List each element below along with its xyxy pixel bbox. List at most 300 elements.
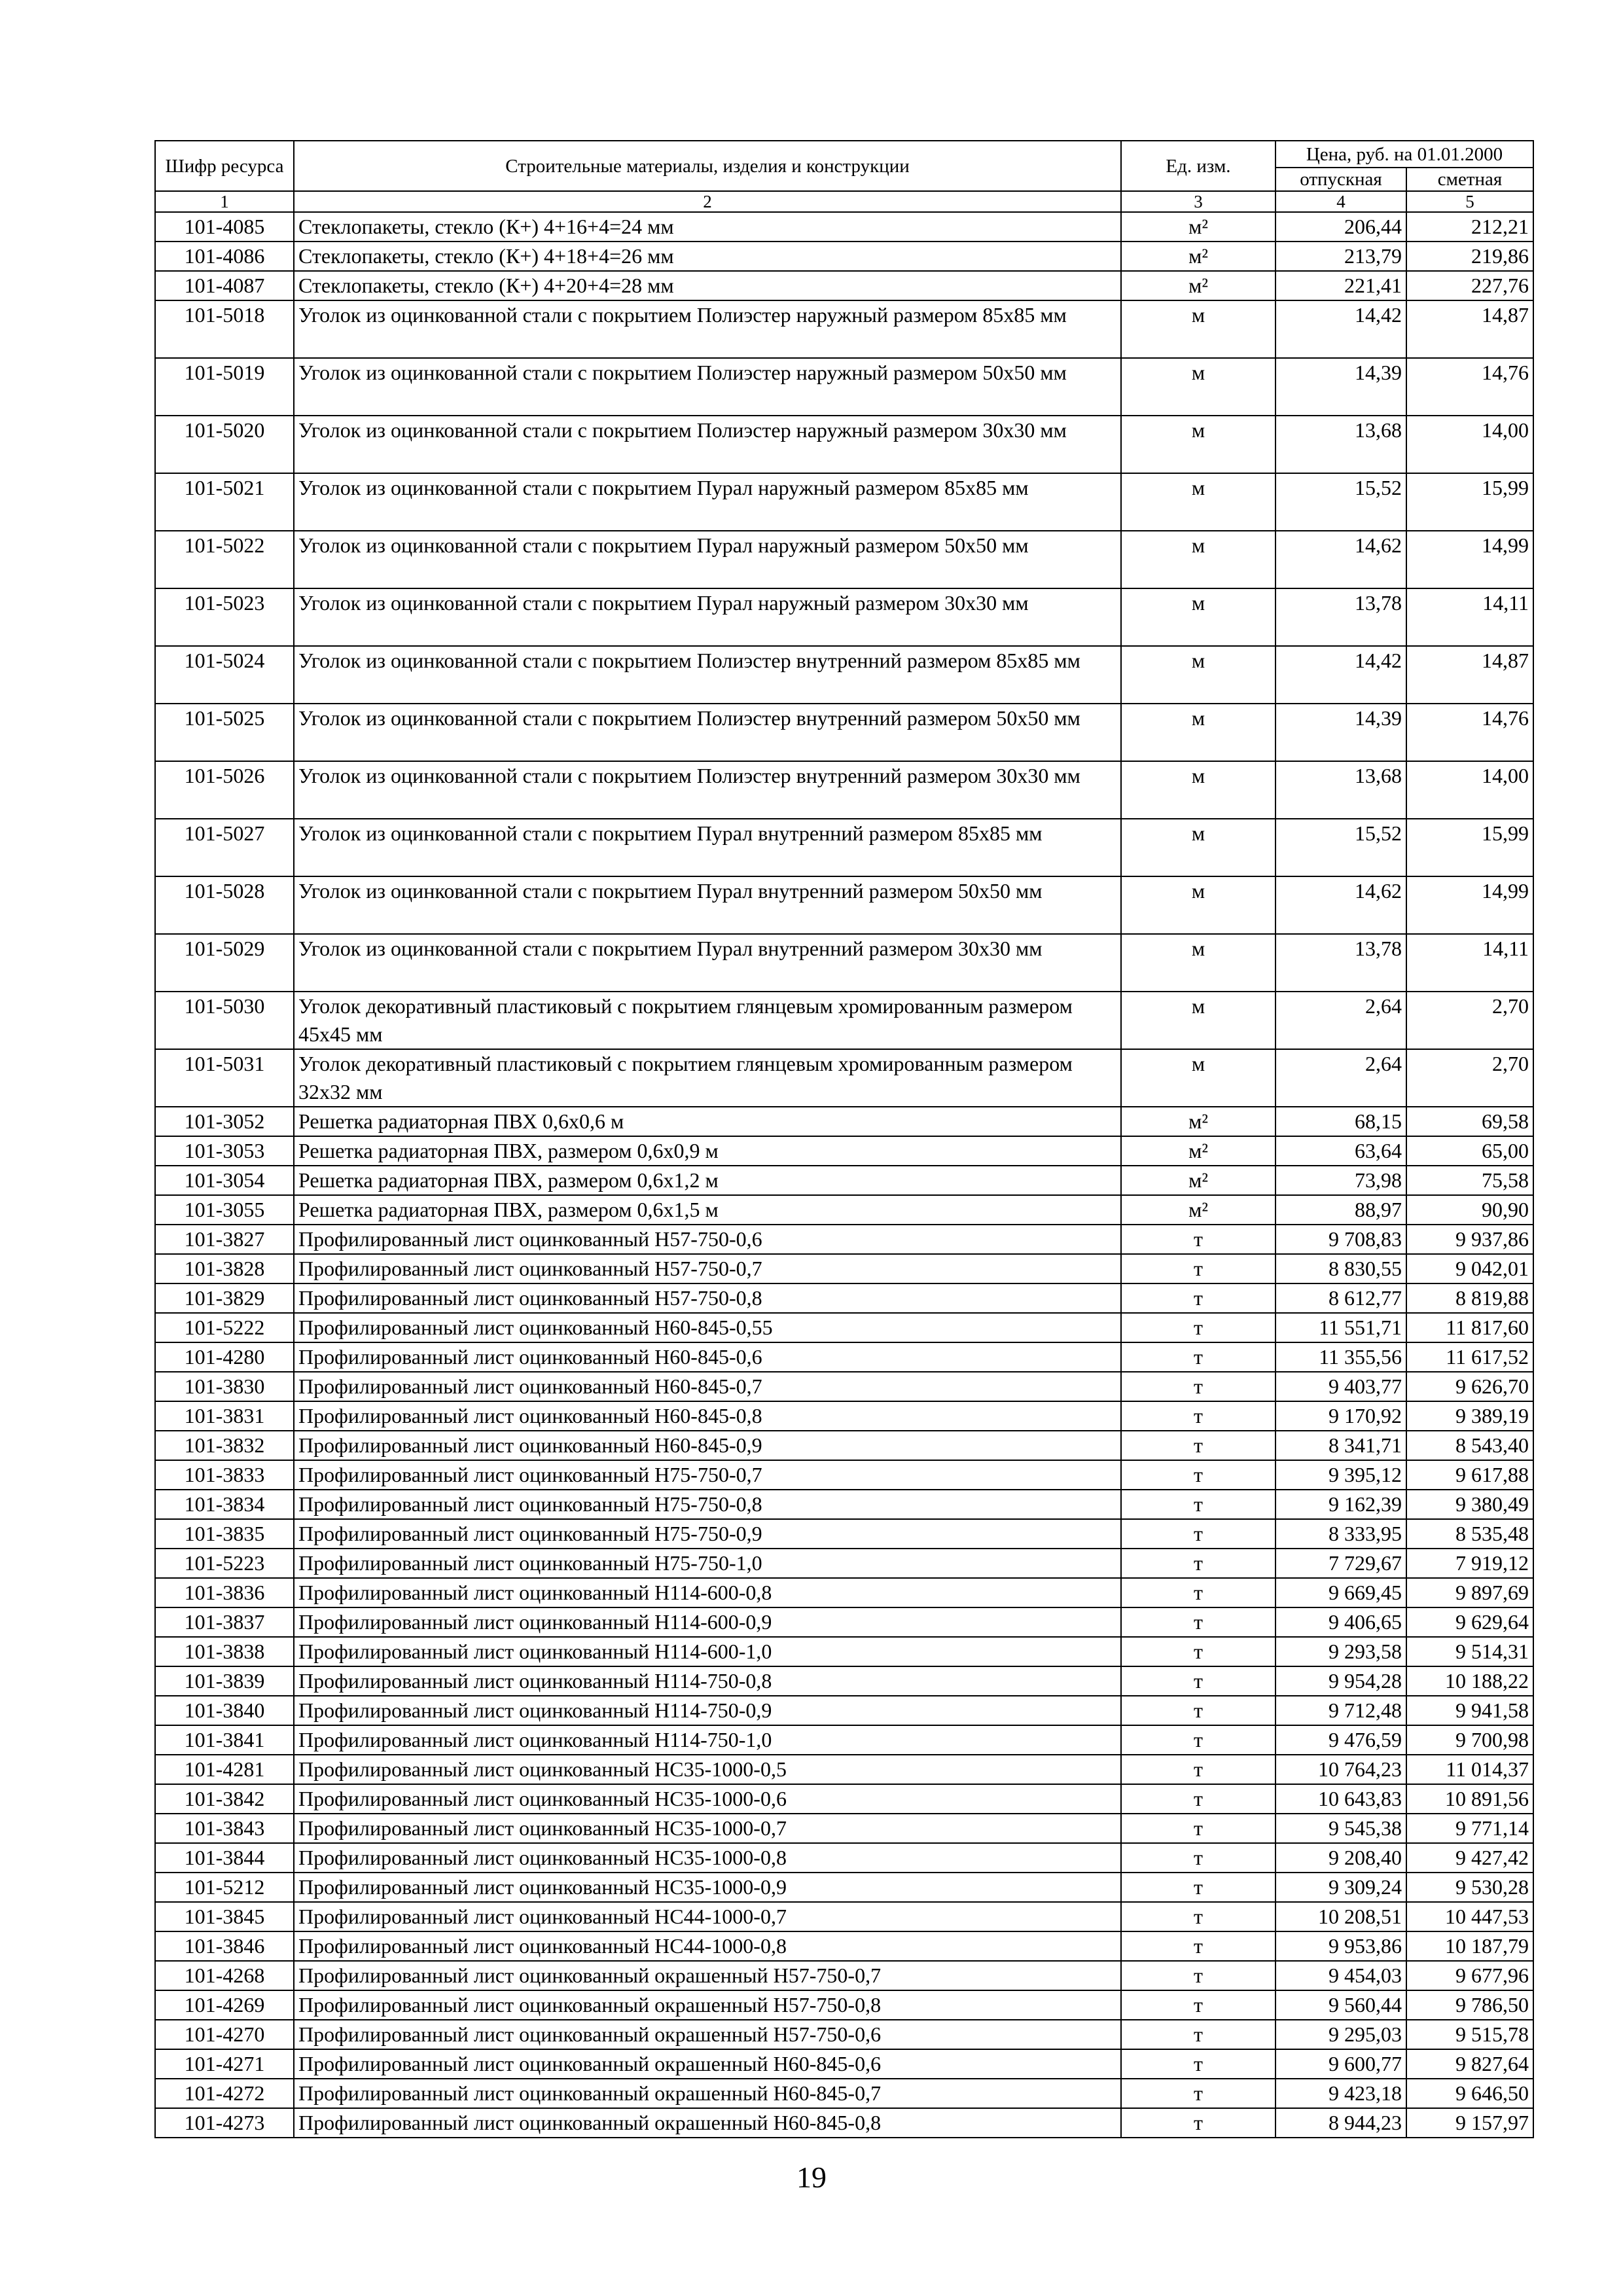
table-row	[155, 416, 1533, 473]
unit-cell: м	[1121, 1049, 1275, 1107]
table-row	[155, 1549, 1533, 1578]
release-price-cell: 14,39	[1275, 358, 1406, 416]
resource-code-cell: 101-5023	[155, 588, 294, 646]
estimate-price-cell: 10 187,79	[1406, 1931, 1533, 1961]
table-row	[155, 588, 1533, 646]
resource-code-cell: 101-3843	[155, 1814, 294, 1843]
unit-cell: т	[1121, 2020, 1275, 2049]
material-name-cell: Уголок из оцинкованной стали с покрытием Пурал внутренний размером 30х30 мм	[294, 934, 1121, 992]
resource-code-cell: 101-3055	[155, 1195, 294, 1225]
table-row	[155, 1490, 1533, 1519]
release-price-cell: 11 551,71	[1275, 1313, 1406, 1342]
table-row	[155, 300, 1533, 358]
table-row	[155, 1725, 1533, 1755]
material-name-cell: Уголок из оцинкованной стали с покрытием Пурал наружный размером 50х50 мм	[294, 531, 1121, 588]
material-name-cell: Профилированный лист оцинкованный Н60-845-0,6	[294, 1342, 1121, 1372]
release-price-cell: 14,62	[1275, 876, 1406, 934]
table-row	[155, 761, 1533, 819]
table-row	[155, 992, 1533, 1049]
resource-code-cell: 101-4281	[155, 1755, 294, 1784]
unit-cell: м	[1121, 819, 1275, 876]
resource-code-cell: 101-3840	[155, 1696, 294, 1725]
estimate-price-cell: 219,86	[1406, 242, 1533, 271]
table-header	[155, 141, 1533, 212]
resource-code-cell: 101-3841	[155, 1725, 294, 1755]
material-name-cell: Профилированный лист оцинкованный НС44-1000-0,7	[294, 1902, 1121, 1931]
material-name-cell: Стеклопакеты, стекло (К+) 4+18+4=26 мм	[294, 242, 1121, 271]
table-row	[155, 1283, 1533, 1313]
estimate-price-cell: 15,99	[1406, 473, 1533, 531]
estimate-price-cell: 90,90	[1406, 1195, 1533, 1225]
unit-cell: т	[1121, 1372, 1275, 1401]
table-row	[155, 1843, 1533, 1873]
release-price-cell: 9 454,03	[1275, 1961, 1406, 1990]
release-price-cell: 9 954,28	[1275, 1666, 1406, 1696]
unit-cell: т	[1121, 1725, 1275, 1755]
release-price-cell: 206,44	[1275, 212, 1406, 242]
unit-cell: т	[1121, 1902, 1275, 1931]
table-row	[155, 358, 1533, 416]
resource-code-cell: 101-5030	[155, 992, 294, 1049]
estimate-price-cell: 14,11	[1406, 934, 1533, 992]
table-row	[155, 1049, 1533, 1107]
estimate-price-cell: 9 530,28	[1406, 1873, 1533, 1902]
table-row	[155, 934, 1533, 992]
estimate-price-cell: 14,11	[1406, 588, 1533, 646]
release-price-cell: 11 355,56	[1275, 1342, 1406, 1372]
unit-cell: м²	[1121, 1107, 1275, 1136]
release-price-cell: 9 208,40	[1275, 1843, 1406, 1873]
resource-code-cell: 101-5024	[155, 646, 294, 704]
resource-code-cell: 101-3837	[155, 1607, 294, 1637]
table-row	[155, 1990, 1533, 2020]
resource-code-cell: 101-5020	[155, 416, 294, 473]
material-name-cell: Уголок из оцинкованной стали с покрытием Пурал наружный размером 85х85 мм	[294, 473, 1121, 531]
release-price-cell: 9 406,65	[1275, 1607, 1406, 1637]
resource-code-cell: 101-5019	[155, 358, 294, 416]
unit-cell: т	[1121, 1283, 1275, 1313]
unit-cell: т	[1121, 1931, 1275, 1961]
unit-cell: м	[1121, 531, 1275, 588]
resource-code-cell: 101-3053	[155, 1136, 294, 1166]
release-price-cell: 13,68	[1275, 761, 1406, 819]
header-release-price: отпускная	[1275, 168, 1406, 191]
header-code: Шифр ресурса	[155, 141, 294, 191]
column-number: 3	[1121, 191, 1275, 212]
material-name-cell: Решетка радиаторная ПВХ, размером 0,6х1,2 м	[294, 1166, 1121, 1195]
unit-cell: т	[1121, 1666, 1275, 1696]
estimate-price-cell: 212,21	[1406, 212, 1533, 242]
estimate-price-cell: 9 827,64	[1406, 2049, 1533, 2079]
release-price-cell: 14,42	[1275, 300, 1406, 358]
release-price-cell: 68,15	[1275, 1107, 1406, 1136]
unit-cell: т	[1121, 1843, 1275, 1873]
resource-code-cell: 101-4086	[155, 242, 294, 271]
estimate-price-cell: 9 515,78	[1406, 2020, 1533, 2049]
material-name-cell: Стеклопакеты, стекло (К+) 4+16+4=24 мм	[294, 212, 1121, 242]
release-price-cell: 221,41	[1275, 271, 1406, 300]
resource-code-cell: 101-3842	[155, 1784, 294, 1814]
material-name-cell: Решетка радиаторная ПВХ, размером 0,6х1,5 м	[294, 1195, 1121, 1225]
resource-code-cell: 101-5223	[155, 1549, 294, 1578]
release-price-cell: 8 612,77	[1275, 1283, 1406, 1313]
table-row	[155, 1814, 1533, 1843]
material-name-cell: Профилированный лист оцинкованный Н75-750-0,8	[294, 1490, 1121, 1519]
estimate-price-cell: 8 819,88	[1406, 1283, 1533, 1313]
estimate-price-cell: 7 919,12	[1406, 1549, 1533, 1578]
unit-cell: т	[1121, 2079, 1275, 2108]
material-name-cell: Уголок из оцинкованной стали с покрытием Полиэстер наружный размером 85х85 мм	[294, 300, 1121, 358]
estimate-price-cell: 14,76	[1406, 704, 1533, 761]
resource-code-cell: 101-3846	[155, 1931, 294, 1961]
release-price-cell: 8 341,71	[1275, 1431, 1406, 1460]
table-row	[155, 1755, 1533, 1784]
table-row	[155, 819, 1533, 876]
resource-code-cell: 101-3827	[155, 1225, 294, 1254]
material-name-cell: Уголок из оцинкованной стали с покрытием Пурал внутренний размером 85х85 мм	[294, 819, 1121, 876]
material-name-cell: Профилированный лист оцинкованный окрашенный Н57-750-0,7	[294, 1961, 1121, 1990]
table-row	[155, 2020, 1533, 2049]
unit-cell: м	[1121, 473, 1275, 531]
table-row	[155, 2049, 1533, 2079]
table-row	[155, 1254, 1533, 1283]
column-number: 5	[1406, 191, 1533, 212]
table-row	[155, 1578, 1533, 1607]
release-price-cell: 9 403,77	[1275, 1372, 1406, 1401]
release-price-cell: 63,64	[1275, 1136, 1406, 1166]
material-name-cell: Профилированный лист оцинкованный Н114-750-0,8	[294, 1666, 1121, 1696]
estimate-price-cell: 11 617,52	[1406, 1342, 1533, 1372]
release-price-cell: 9 712,48	[1275, 1696, 1406, 1725]
material-name-cell: Профилированный лист оцинкованный Н114-750-0,9	[294, 1696, 1121, 1725]
material-name-cell: Уголок из оцинкованной стали с покрытием Полиэстер внутренний размером 30х30 мм	[294, 761, 1121, 819]
estimate-price-cell: 2,70	[1406, 992, 1533, 1049]
estimate-price-cell: 15,99	[1406, 819, 1533, 876]
resource-code-cell: 101-4272	[155, 2079, 294, 2108]
unit-cell: т	[1121, 1313, 1275, 1342]
release-price-cell: 13,78	[1275, 934, 1406, 992]
column-number: 2	[294, 191, 1121, 212]
material-name-cell: Профилированный лист оцинкованный НС35-1000-0,6	[294, 1784, 1121, 1814]
release-price-cell: 9 309,24	[1275, 1873, 1406, 1902]
release-price-cell: 14,39	[1275, 704, 1406, 761]
table-row	[155, 1372, 1533, 1401]
resource-code-cell: 101-4280	[155, 1342, 294, 1372]
material-name-cell: Профилированный лист оцинкованный окрашенный Н60-845-0,6	[294, 2049, 1121, 2079]
estimate-price-cell: 14,87	[1406, 646, 1533, 704]
table-row	[155, 1931, 1533, 1961]
resource-code-cell: 101-4270	[155, 2020, 294, 2049]
release-price-cell: 10 764,23	[1275, 1755, 1406, 1784]
table-row	[155, 473, 1533, 531]
unit-cell: м	[1121, 761, 1275, 819]
estimate-price-cell: 9 786,50	[1406, 1990, 1533, 2020]
release-price-cell: 9 953,86	[1275, 1931, 1406, 1961]
resource-code-cell: 101-4271	[155, 2049, 294, 2079]
resource-code-cell: 101-4085	[155, 212, 294, 242]
estimate-price-cell: 9 626,70	[1406, 1372, 1533, 1401]
unit-cell: м	[1121, 704, 1275, 761]
resource-code-cell: 101-3829	[155, 1283, 294, 1313]
release-price-cell: 88,97	[1275, 1195, 1406, 1225]
material-name-cell: Профилированный лист оцинкованный окрашенный Н60-845-0,7	[294, 2079, 1121, 2108]
header-unit: Ед. изм.	[1121, 141, 1275, 191]
page-number: 19	[796, 2161, 827, 2194]
resource-code-cell: 101-5022	[155, 531, 294, 588]
unit-cell: м²	[1121, 212, 1275, 242]
material-name-cell: Уголок из оцинкованной стали с покрытием Пурал наружный размером 30х30 мм	[294, 588, 1121, 646]
material-name-cell: Стеклопакеты, стекло (К+) 4+20+4=28 мм	[294, 271, 1121, 300]
table-row	[155, 704, 1533, 761]
unit-cell: м	[1121, 876, 1275, 934]
estimate-price-cell: 9 937,86	[1406, 1225, 1533, 1254]
estimate-price-cell: 10 891,56	[1406, 1784, 1533, 1814]
table-row	[155, 876, 1533, 934]
material-name-cell: Уголок из оцинкованной стали с покрытием Полиэстер внутренний размером 85х85 мм	[294, 646, 1121, 704]
unit-cell: м	[1121, 992, 1275, 1049]
unit-cell: т	[1121, 1431, 1275, 1460]
estimate-price-cell: 227,76	[1406, 271, 1533, 300]
table-row	[155, 212, 1533, 242]
column-number: 4	[1275, 191, 1406, 212]
estimate-price-cell: 75,58	[1406, 1166, 1533, 1195]
estimate-price-cell: 9 941,58	[1406, 1696, 1533, 1725]
unit-cell: т	[1121, 1460, 1275, 1490]
table-row	[155, 1460, 1533, 1490]
unit-cell: м	[1121, 646, 1275, 704]
table-row	[155, 1195, 1533, 1225]
table-row	[155, 1873, 1533, 1902]
material-name-cell: Профилированный лист оцинкованный Н57-750-0,6	[294, 1225, 1121, 1254]
unit-cell: т	[1121, 1401, 1275, 1431]
estimate-price-cell: 14,87	[1406, 300, 1533, 358]
estimate-price-cell: 69,58	[1406, 1107, 1533, 1136]
material-name-cell: Профилированный лист оцинкованный Н114-600-0,8	[294, 1578, 1121, 1607]
material-name-cell: Профилированный лист оцинкованный НС35-1000-0,8	[294, 1843, 1121, 1873]
release-price-cell: 8 944,23	[1275, 2108, 1406, 2138]
material-name-cell: Профилированный лист оцинкованный окрашенный Н57-750-0,6	[294, 2020, 1121, 2049]
resource-code-cell: 101-5018	[155, 300, 294, 358]
release-price-cell: 10 643,83	[1275, 1784, 1406, 1814]
release-price-cell: 9 600,77	[1275, 2049, 1406, 2079]
material-name-cell: Профилированный лист оцинкованный НС44-1000-0,8	[294, 1931, 1121, 1961]
unit-cell: т	[1121, 1784, 1275, 1814]
table-row	[155, 1313, 1533, 1342]
release-price-cell: 9 162,39	[1275, 1490, 1406, 1519]
material-name-cell: Уголок из оцинкованной стали с покрытием Полиэстер наружный размером 50х50 мм	[294, 358, 1121, 416]
header-price: Цена, руб. на 01.01.2000	[1275, 141, 1533, 168]
estimate-price-cell: 9 380,49	[1406, 1490, 1533, 1519]
release-price-cell: 9 708,83	[1275, 1225, 1406, 1254]
estimate-price-cell: 9 157,97	[1406, 2108, 1533, 2138]
material-name-cell: Решетка радиаторная ПВХ, размером 0,6х0,9 м	[294, 1136, 1121, 1166]
estimate-price-cell: 14,00	[1406, 416, 1533, 473]
estimate-price-cell: 8 543,40	[1406, 1431, 1533, 1460]
release-price-cell: 9 669,45	[1275, 1578, 1406, 1607]
unit-cell: т	[1121, 1755, 1275, 1784]
table-row	[155, 646, 1533, 704]
resource-code-cell: 101-3830	[155, 1372, 294, 1401]
unit-cell: м²	[1121, 1166, 1275, 1195]
table-body	[155, 212, 1533, 2138]
release-price-cell: 14,42	[1275, 646, 1406, 704]
resource-code-cell: 101-5212	[155, 1873, 294, 1902]
unit-cell: т	[1121, 1578, 1275, 1607]
material-name-cell: Профилированный лист оцинкованный Н114-600-0,9	[294, 1607, 1121, 1637]
estimate-price-cell: 9 427,42	[1406, 1843, 1533, 1873]
estimate-price-cell: 8 535,48	[1406, 1519, 1533, 1549]
unit-cell: т	[1121, 1696, 1275, 1725]
table-row	[155, 2079, 1533, 2108]
table-row	[155, 1519, 1533, 1549]
estimate-price-cell: 10 188,22	[1406, 1666, 1533, 1696]
resource-code-cell: 101-5029	[155, 934, 294, 992]
material-name-cell: Профилированный лист оцинкованный Н60-845-0,55	[294, 1313, 1121, 1342]
table-row	[155, 1696, 1533, 1725]
estimate-price-cell: 2,70	[1406, 1049, 1533, 1107]
table-row	[155, 1107, 1533, 1136]
header-estimate-price: сметная	[1406, 168, 1533, 191]
material-name-cell: Профилированный лист оцинкованный Н114-600-1,0	[294, 1637, 1121, 1666]
resource-code-cell: 101-4273	[155, 2108, 294, 2138]
material-name-cell: Профилированный лист оцинкованный Н57-750-0,7	[294, 1254, 1121, 1283]
resource-code-cell: 101-3052	[155, 1107, 294, 1136]
material-name-cell: Профилированный лист оцинкованный Н57-750-0,8	[294, 1283, 1121, 1313]
resource-code-cell: 101-3839	[155, 1666, 294, 1696]
material-name-cell: Решетка радиаторная ПВХ 0,6х0,6 м	[294, 1107, 1121, 1136]
release-price-cell: 14,62	[1275, 531, 1406, 588]
unit-cell: т	[1121, 1637, 1275, 1666]
release-price-cell: 8 830,55	[1275, 1254, 1406, 1283]
table-row	[155, 1225, 1533, 1254]
table-row	[155, 242, 1533, 271]
resource-code-cell: 101-4268	[155, 1961, 294, 1990]
table-row	[155, 1166, 1533, 1195]
material-name-cell: Профилированный лист оцинкованный Н75-750-0,7	[294, 1460, 1121, 1490]
material-name-cell: Профилированный лист оцинкованный Н60-845-0,8	[294, 1401, 1121, 1431]
unit-cell: т	[1121, 1814, 1275, 1843]
unit-cell: т	[1121, 1254, 1275, 1283]
release-price-cell: 2,64	[1275, 992, 1406, 1049]
estimate-price-cell: 9 617,88	[1406, 1460, 1533, 1490]
header-name: Строительные материалы, изделия и конструкции	[294, 141, 1121, 191]
estimate-price-cell: 14,99	[1406, 876, 1533, 934]
material-name-cell: Профилированный лист оцинкованный Н75-750-1,0	[294, 1549, 1121, 1578]
estimate-price-cell: 11 014,37	[1406, 1755, 1533, 1784]
unit-cell: т	[1121, 1873, 1275, 1902]
estimate-price-cell: 9 389,19	[1406, 1401, 1533, 1431]
table-row	[155, 1401, 1533, 1431]
table-row	[155, 1666, 1533, 1696]
resource-code-cell: 101-3828	[155, 1254, 294, 1283]
resource-code-cell: 101-3836	[155, 1578, 294, 1607]
release-price-cell: 13,78	[1275, 588, 1406, 646]
estimate-price-cell: 9 514,31	[1406, 1637, 1533, 1666]
material-name-cell: Профилированный лист оцинкованный НС35-1000-0,5	[294, 1755, 1121, 1784]
estimate-price-cell: 9 771,14	[1406, 1814, 1533, 1843]
material-name-cell: Уголок декоративный пластиковый с покрытием глянцевым хромированным размером 32х32 мм	[294, 1049, 1121, 1107]
unit-cell: т	[1121, 2049, 1275, 2079]
resource-code-cell: 101-4269	[155, 1990, 294, 2020]
release-price-cell: 9 295,03	[1275, 2020, 1406, 2049]
unit-cell: м	[1121, 934, 1275, 992]
estimate-price-cell: 14,76	[1406, 358, 1533, 416]
resource-code-cell: 101-3844	[155, 1843, 294, 1873]
release-price-cell: 8 333,95	[1275, 1519, 1406, 1549]
release-price-cell: 9 545,38	[1275, 1814, 1406, 1843]
estimate-price-cell: 9 629,64	[1406, 1607, 1533, 1637]
resource-code-cell: 101-3831	[155, 1401, 294, 1431]
material-name-cell: Уголок из оцинкованной стали с покрытием Полиэстер внутренний размером 50х50 мм	[294, 704, 1121, 761]
table-row	[155, 271, 1533, 300]
release-price-cell: 9 560,44	[1275, 1990, 1406, 2020]
table-row	[155, 1784, 1533, 1814]
resource-code-cell: 101-3845	[155, 1902, 294, 1931]
release-price-cell: 213,79	[1275, 242, 1406, 271]
estimate-price-cell: 65,00	[1406, 1136, 1533, 1166]
unit-cell: м	[1121, 300, 1275, 358]
material-name-cell: Профилированный лист оцинкованный Н75-750-0,9	[294, 1519, 1121, 1549]
column-number: 1	[155, 191, 294, 212]
resource-code-cell: 101-4087	[155, 271, 294, 300]
resource-code-cell: 101-5028	[155, 876, 294, 934]
unit-cell: т	[1121, 1225, 1275, 1254]
unit-cell: т	[1121, 2108, 1275, 2138]
table-row	[155, 1342, 1533, 1372]
unit-cell: т	[1121, 1490, 1275, 1519]
material-name-cell: Профилированный лист оцинкованный НС35-1000-0,7	[294, 1814, 1121, 1843]
resource-code-cell: 101-3838	[155, 1637, 294, 1666]
release-price-cell: 2,64	[1275, 1049, 1406, 1107]
table-row	[155, 2108, 1533, 2138]
unit-cell: м²	[1121, 1136, 1275, 1166]
resource-code-cell: 101-5021	[155, 473, 294, 531]
table-row	[155, 531, 1533, 588]
release-price-cell: 10 208,51	[1275, 1902, 1406, 1931]
resource-code-cell: 101-3833	[155, 1460, 294, 1490]
release-price-cell: 73,98	[1275, 1166, 1406, 1195]
estimate-price-cell: 14,00	[1406, 761, 1533, 819]
material-name-cell: Уголок декоративный пластиковый с покрытием глянцевым хромированным размером 45х45 мм	[294, 992, 1121, 1049]
release-price-cell: 9 423,18	[1275, 2079, 1406, 2108]
release-price-cell: 9 395,12	[1275, 1460, 1406, 1490]
unit-cell: т	[1121, 1342, 1275, 1372]
material-name-cell: Профилированный лист оцинкованный НС35-1000-0,9	[294, 1873, 1121, 1902]
estimate-price-cell: 10 447,53	[1406, 1902, 1533, 1931]
release-price-cell: 13,68	[1275, 416, 1406, 473]
unit-cell: т	[1121, 1519, 1275, 1549]
table-row	[155, 1961, 1533, 1990]
material-name-cell: Профилированный лист оцинкованный Н60-845-0,7	[294, 1372, 1121, 1401]
resource-code-cell: 101-3834	[155, 1490, 294, 1519]
resource-code-cell: 101-5025	[155, 704, 294, 761]
column-number-row	[155, 191, 1533, 212]
resource-code-cell: 101-3054	[155, 1166, 294, 1195]
unit-cell: м²	[1121, 1195, 1275, 1225]
resource-code-cell: 101-3835	[155, 1519, 294, 1549]
unit-cell: м²	[1121, 242, 1275, 271]
unit-cell: м	[1121, 588, 1275, 646]
table-row	[155, 1431, 1533, 1460]
table-row	[155, 1637, 1533, 1666]
unit-cell: т	[1121, 1607, 1275, 1637]
table-row	[155, 1607, 1533, 1637]
unit-cell: т	[1121, 1990, 1275, 2020]
table-row	[155, 1902, 1533, 1931]
unit-cell: м	[1121, 416, 1275, 473]
release-price-cell: 15,52	[1275, 819, 1406, 876]
release-price-cell: 9 476,59	[1275, 1725, 1406, 1755]
